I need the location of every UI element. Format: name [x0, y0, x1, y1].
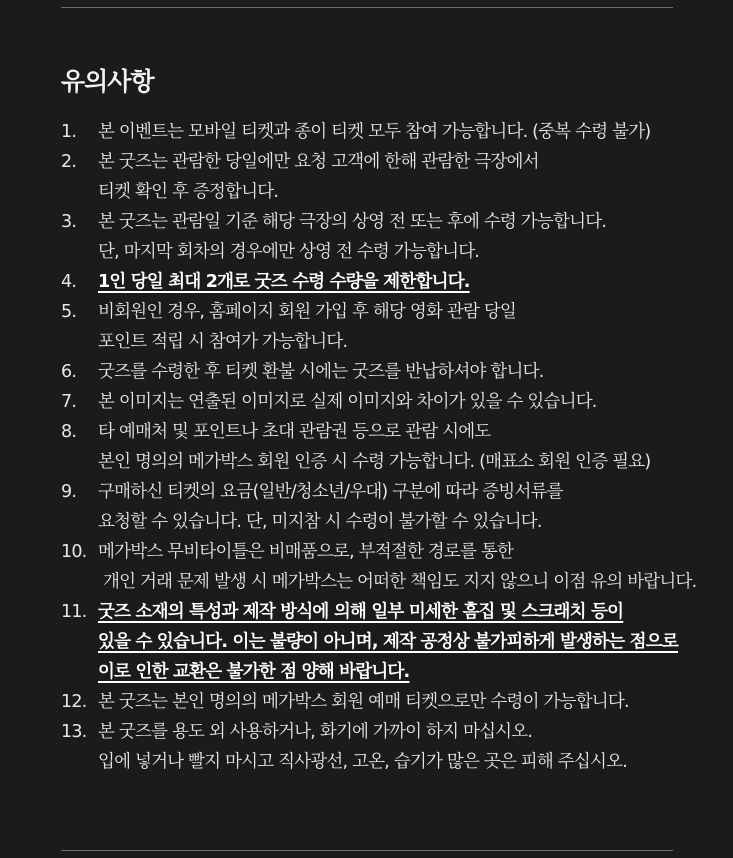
notice-item-line — [98, 177, 721, 207]
notice-item — [61, 117, 721, 147]
notice-item — [61, 297, 721, 357]
notice-item-number: 10. — [61, 542, 87, 562]
notice-item-text: 요청할 수 있습니다. 단, 미지참 시 수령이 불가할 수 있습니다. — [98, 512, 542, 532]
notice-item — [61, 477, 721, 537]
notice-item-text: 메가박스 무비타이틀은 비매품으로, 부적절한 경로를 통한 — [98, 542, 514, 562]
notice-item — [61, 597, 721, 687]
notice-item — [61, 267, 721, 297]
notice-item-text: 본 굿즈는 본인 명의의 메가박스 회원 예매 티켓으로만 수령이 가능합니다. — [98, 692, 629, 712]
notice-item — [61, 717, 721, 777]
notice-item — [61, 357, 721, 387]
notice-item-text: 본 이미지는 연출된 이미지로 실제 이미지와 차이가 있을 수 있습니다. — [98, 392, 597, 412]
notice-item-line — [98, 507, 721, 537]
notice-item-line — [98, 207, 721, 237]
notice-item — [61, 147, 721, 207]
notice-item-number: 4. — [61, 272, 77, 292]
notice-item-number: 3. — [61, 212, 77, 232]
notice-item-text: 1인 당일 최대 2개로 굿즈 수령 수량을 제한합니다. — [98, 272, 470, 292]
notice-item-text: 본 굿즈는 관람한 당일에만 요청 고객에 한해 관람한 극장에서 — [98, 152, 539, 172]
notice-item-text: 굿즈 소재의 특성과 제작 방식에 의해 일부 미세한 흠집 및 스크래치 등이 — [98, 602, 624, 622]
notice-item-line — [98, 717, 721, 747]
notice-item-number: 13. — [61, 722, 87, 742]
notice-item-line — [98, 657, 721, 687]
notice-item-text: 이로 인한 교환은 불가한 점 양해 바랍니다. — [98, 662, 410, 682]
notice-item-text: 본 굿즈를 용도 외 사용하거나, 화기에 가까이 하지 마십시오. — [98, 722, 533, 742]
notice-item-number: 7. — [61, 392, 77, 412]
notice-item-line — [98, 147, 721, 177]
notice-item-line — [98, 117, 721, 147]
notice-item-text: 타 예매처 및 포인트나 초대 관람권 등으로 관람 시에도 — [98, 422, 491, 442]
notice-item-text: 굿즈를 수령한 후 티켓 환불 시에는 굿즈를 반납하셔야 합니다. — [98, 362, 544, 382]
notice-item — [61, 537, 721, 597]
notice-title: 유의사항 — [61, 67, 154, 96]
notice-item — [61, 207, 721, 267]
notice-item-text: 단, 마지막 회차의 경우에만 상영 전 수령 가능합니다. — [98, 242, 480, 262]
notice-list — [61, 117, 721, 777]
top-divider — [61, 7, 673, 8]
notice-item-text: 개인 거래 문제 발생 시 메가박스는 어떠한 책임도 지지 않으니 이점 유의 바랍니다. — [103, 572, 697, 592]
notice-item-number: 11. — [61, 602, 87, 622]
notice-item-line — [98, 477, 721, 507]
notice-item-line — [98, 627, 721, 657]
bottom-divider — [61, 850, 673, 851]
notice-item-line — [98, 597, 721, 627]
notice-item-number: 8. — [61, 422, 77, 442]
notice-item — [61, 417, 721, 477]
notice-item-line — [98, 747, 721, 777]
notice-item-number: 1. — [61, 122, 77, 142]
notice-item-line — [98, 297, 721, 327]
notice-item-line — [98, 237, 721, 267]
notice-item-line — [98, 387, 721, 417]
notice-item-text: 비회원인 경우, 홈페이지 회원 가입 후 해당 영화 관람 당일 — [98, 302, 517, 322]
notice-item-number: 6. — [61, 362, 77, 382]
notice-item-text: 본 굿즈는 관람일 기준 해당 극장의 상영 전 또는 후에 수령 가능합니다. — [98, 212, 607, 232]
notice-item-line — [98, 267, 721, 297]
notice-item-line — [98, 537, 721, 567]
notice-item-text: 티켓 확인 후 증정합니다. — [98, 182, 279, 202]
notice-item-number: 9. — [61, 482, 77, 502]
notice-item-text: 포인트 적립 시 참여가 가능합니다. — [98, 332, 348, 352]
notice-item — [61, 387, 721, 417]
notice-item-number: 12. — [61, 692, 87, 712]
notice-item-number: 5. — [61, 302, 77, 322]
notice-item-number: 2. — [61, 152, 77, 172]
notice-item — [61, 687, 721, 717]
notice-item-text: 본 이벤트는 모바일 티켓과 종이 티켓 모두 참여 가능합니다. (중복 수령 불가) — [98, 122, 651, 142]
notice-item-text: 본인 명의의 메가박스 회원 인증 시 수령 가능합니다. (매표소 회원 인증 필요) — [98, 452, 651, 472]
notice-item-line — [98, 567, 721, 597]
notice-item-text: 있을 수 있습니다. 이는 불량이 아니며, 제작 공정상 불가피하게 발생하는 점으로 — [98, 632, 678, 652]
notice-item-line — [98, 327, 721, 357]
notice-item-line — [98, 357, 721, 387]
notice-item-text: 구매하신 티켓의 요금(일반/청소년/우대) 구분에 따라 증빙서류를 — [98, 482, 563, 502]
notice-item-text: 입에 넣거나 빨지 마시고 직사광선, 고온, 습기가 많은 곳은 피해 주십시오. — [98, 752, 627, 772]
notice-item-line — [98, 687, 721, 717]
notice-item-line — [98, 447, 721, 477]
notice-item-line — [98, 417, 721, 447]
